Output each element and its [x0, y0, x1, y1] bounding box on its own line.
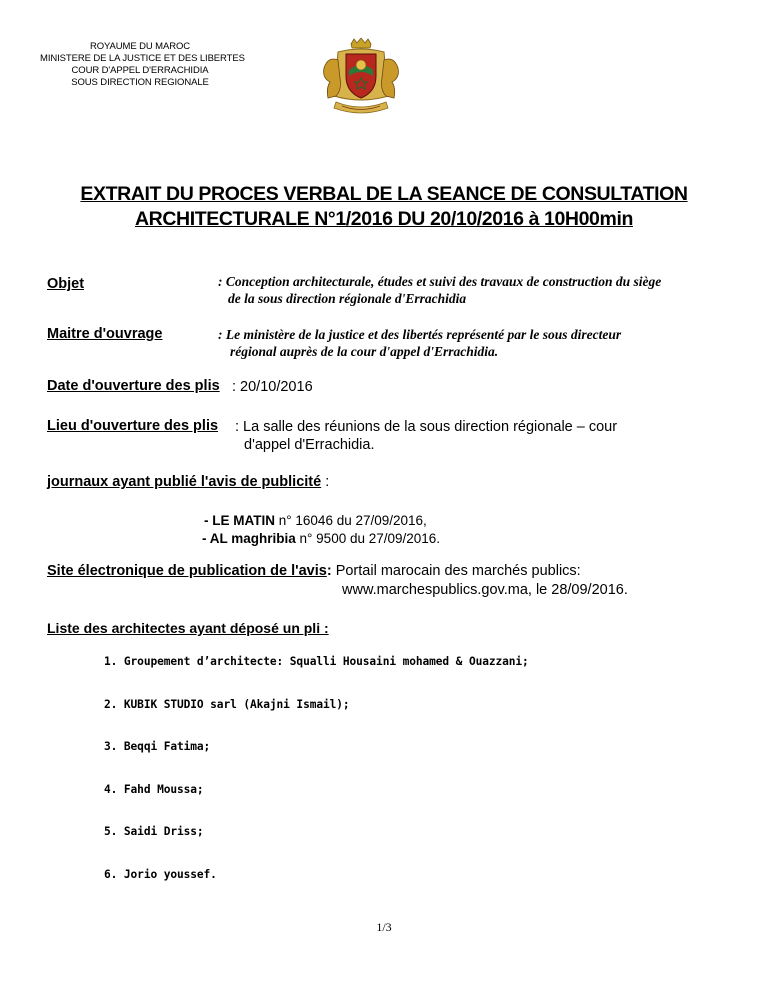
list-item: 2. KUBIK STUDIO sarl (Akajni Ismail);	[104, 697, 350, 711]
site-label: Site électronique de publication de l'avis	[47, 563, 327, 579]
page-number: 1/3	[376, 920, 392, 934]
header-line-kingdom: ROYAUME DU MAROC	[89, 41, 191, 52]
journaux-list	[202, 512, 440, 548]
maitre-ouvrage-label: Maitre d'ouvrage	[47, 326, 163, 342]
journal-detail: n° 9500 du 27/09/2016.	[295, 531, 441, 546]
lieu-ouverture-line-1: : La salle des réunions de la sous direction régionale – cour	[235, 419, 618, 435]
objet-value	[218, 273, 661, 307]
date-ouverture-value: : 20/10/2016	[232, 379, 313, 395]
site-colon: :	[326, 563, 332, 579]
date-ouverture-label: Date d'ouverture des plis	[47, 378, 220, 394]
list-item: 5. Saidi Driss;	[104, 825, 204, 838]
list-item: 3. Beqqi Fatima;	[104, 740, 211, 753]
list-item: 4. Fahd Moussa;	[104, 782, 204, 796]
journaux-heading	[47, 474, 329, 490]
title-line-2: ARCHITECTURALE N°1/2016 DU 20/10/2016 à 10H00min	[135, 208, 633, 230]
lieu-ouverture-line-2: d'appel d'Errachidia.	[244, 437, 375, 453]
journaux-label: journaux ayant publié l'avis de publicité	[47, 474, 322, 490]
site-value-line-1: Portail marocain des marchés publics:	[331, 563, 581, 579]
architectes-list	[104, 655, 529, 910]
site-value-line-2: www.marchespublics.gov.ma, le 28/09/2016.	[342, 582, 628, 598]
header-line-court: COUR D'APPEL D'ERRACHIDIA	[71, 65, 209, 76]
moroccan-coat-of-arms-icon	[318, 38, 404, 116]
header-line-direction: SOUS DIRECTION REGIONALE	[71, 77, 209, 88]
objet-label: Objet	[47, 276, 85, 292]
objet-value-line-2: de la sous direction régionale d'Errachidia	[228, 291, 467, 306]
maitre-ouvrage-line-2: régional auprès de la cour d'appel d'Errachidia.	[230, 344, 499, 359]
lieu-ouverture-value	[235, 418, 617, 454]
architectes-label: Liste des architectes ayant déposé un pli :	[47, 620, 329, 636]
journal-name: - LE MATIN	[204, 513, 275, 528]
header-line-ministry: MINISTERE DE LA JUSTICE ET DES LIBERTES	[40, 53, 245, 64]
journal-entry	[202, 512, 440, 530]
journal-entry	[202, 530, 440, 548]
journal-name: - AL maghribia	[202, 531, 296, 546]
objet-value-line-1: : Conception architecturale, études et suivi des travaux de construction du siège	[218, 274, 662, 289]
journal-detail: n° 16046 du 27/09/2016,	[275, 513, 427, 528]
maitre-ouvrage-line-1: : Le ministère de la justice et des libertés représenté par le sous directeur	[218, 327, 622, 342]
lieu-ouverture-label: Lieu d'ouverture des plis	[47, 418, 219, 434]
journaux-colon: :	[321, 474, 330, 490]
list-item: 6. Jorio youssef.	[104, 867, 217, 881]
administration-header	[40, 41, 245, 89]
site-heading	[47, 562, 581, 580]
list-item: 1. Groupement d’architecte: Squalli Housaini mohamed & Ouazzani;	[104, 655, 529, 668]
document-title	[40, 182, 728, 232]
maitre-ouvrage-value	[218, 326, 621, 360]
title-line-1: EXTRAIT DU PROCES VERBAL DE LA SEANCE DE CONSULTATION	[80, 183, 688, 205]
